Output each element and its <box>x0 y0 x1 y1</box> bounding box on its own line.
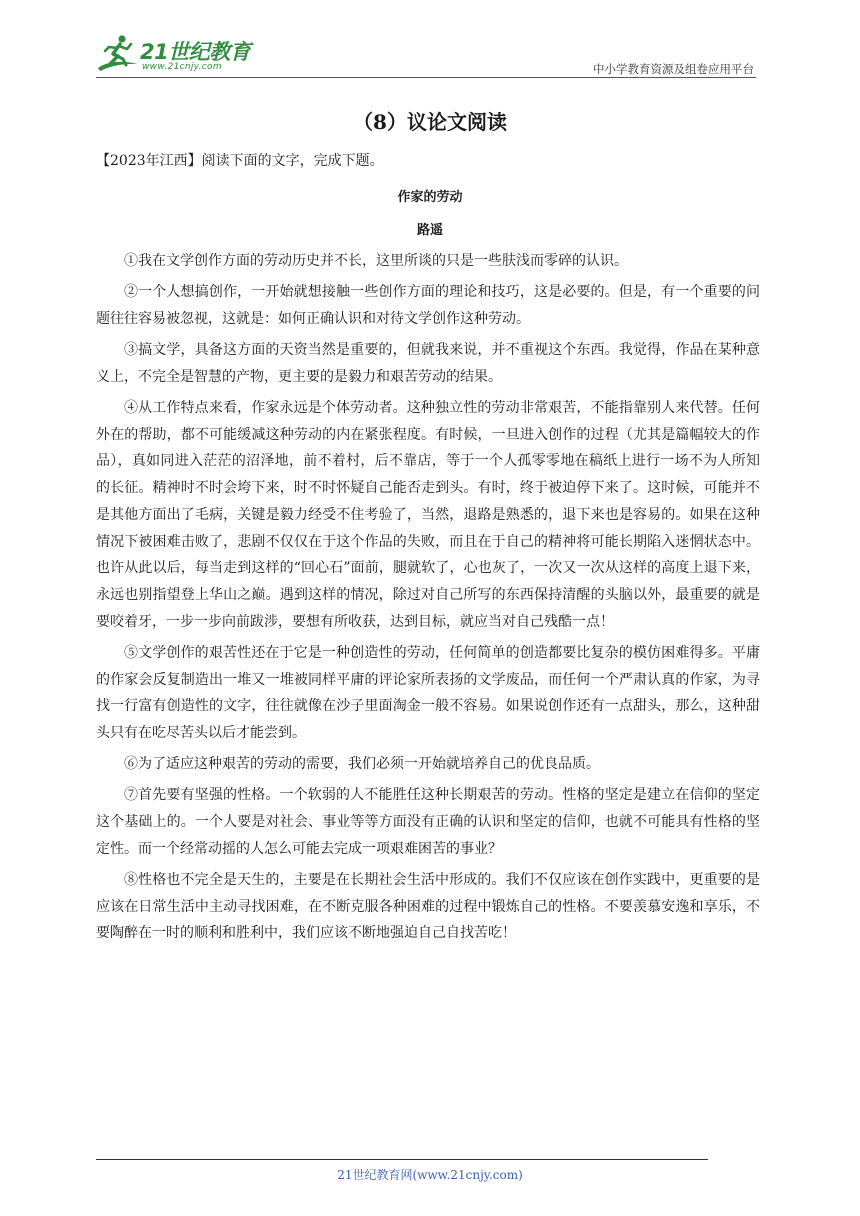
page-footer: 21世纪教育网(www.21cnjy.com) <box>337 1168 523 1182</box>
paragraph: ④从工作特点来看，作家永远是个体劳动者。这种独立性的劳动非常艰苦，不能指靠别人来代替。任何外在的帮助，都不可能缓减这种劳动的内在紧张程度。有时候，一旦进入创作的过程（尤其是篇幅较大的作品），真如同进入茫茫的沼泽地，前不着村，后不靠店，等于一个人孤零零地在稿纸上进行一场不为人所知的长征。精神时不时会垮下来，时不时怀疑自己能否走到头。有时，终于被迫停下来了。这时候，可能并不是其他方面出了毛病，关键是毅力经受不住考验了，当然，退路是熟悉的，退下来也是容易的。如果在这种情况下被困难击败了，悲剧不仅仅在于这个作品的失败，而且在于自己的精神将可能长期陷入迷惘状态中。也许从此以后，每当走到这样的“回心石”面前，腿就软了，心也灰了，一次又一次从这样的高度上退下来，永远也别指望登上华山之巅。遇到这样的情况，除过对自己所写的东西保持清醒的头脑以外，最重要的就是要咬着牙，一步一步向前跋涉，要想有所收获，达到目标，就应当对自己残酷一点！ <box>96 400 760 630</box>
article-author: 路遥 <box>416 223 443 238</box>
header-divider <box>96 77 756 78</box>
paragraph: ⑤文学创作的艰苦性还在于它是一种创造性的劳动，任何简单的创造都要比复杂的模仿困难得多。平庸的作家会反复制造出一堆又一堆被同样平庸的评论家所表扬的文学废品，而任何一个严肃认真的作家，为寻找一行富有创造性的文字，往往就像在沙子里面淘金一般不容易。如果说创作还有一点甜头，那么，这种甜头只有在吃尽苦头以后才能尝到。 <box>96 644 760 741</box>
platform-label: 中小学教育资源及组卷应用平台 <box>593 62 754 76</box>
site-logo <box>96 32 266 78</box>
question-source: 【2023年江西】阅读下面的文字，完成下题。 <box>96 153 384 169</box>
logo-url: www.21cnjy.com <box>142 62 222 72</box>
page-header <box>96 32 756 78</box>
paragraph: ①我在文学创作方面的劳动历史并不长，这里所谈的只是一些肤浅而零碎的认识。 <box>124 253 628 269</box>
paragraph: ③搞文学，具备这方面的天资当然是重要的，但就我来说，并不重视这个东西。我觉得，作品在某种意义上，不完全是智慧的产物，更主要的是毅力和艰苦劳动的结果。 <box>96 342 760 385</box>
paragraph: ②一个人想搞创作，一开始就想接触一些创作方面的理论和技巧，这是必要的。但是，有一个重要的问题往往容易被忽视，这就是：如何正确认识和对待文学创作这种劳动。 <box>96 284 760 327</box>
logo-text: 21世纪教育 <box>140 40 251 64</box>
runner-icon <box>96 34 140 74</box>
paragraph: ⑥为了适应这种艰苦的劳动的需要，我们必须一开始就培养自己的优良品质。 <box>124 756 600 773</box>
page-title: （8）议论文阅读 <box>353 110 507 134</box>
paragraph: ⑦首先要有坚强的性格。一个软弱的人不能胜任这种长期艰苦的劳动。性格的坚定是建立在信仰的坚定这个基础上的。一个人要是对社会、事业等等方面没有正确的认识和坚定的信仰，也就不可能具有性格的坚定性。而一个经常动摇的人怎么可能去完成一项艰难困苦的事业？ <box>96 787 760 857</box>
article-body <box>96 248 760 952</box>
article-title: 作家的劳动 <box>397 190 463 205</box>
footer-divider <box>96 1159 708 1160</box>
paragraph: ⑧性格也不完全是天生的，主要是在长期社会生活中形成的。我们不仅应该在创作实践中，更重要的是应该在日常生活中主动寻找困难，在不断克服各种困难的过程中锻炼自己的性格。不要羡慕安逸和享乐，不要陶醉在一时的顺利和胜利中，我们应该不断地强迫自己自找苦吃！ <box>96 871 760 942</box>
